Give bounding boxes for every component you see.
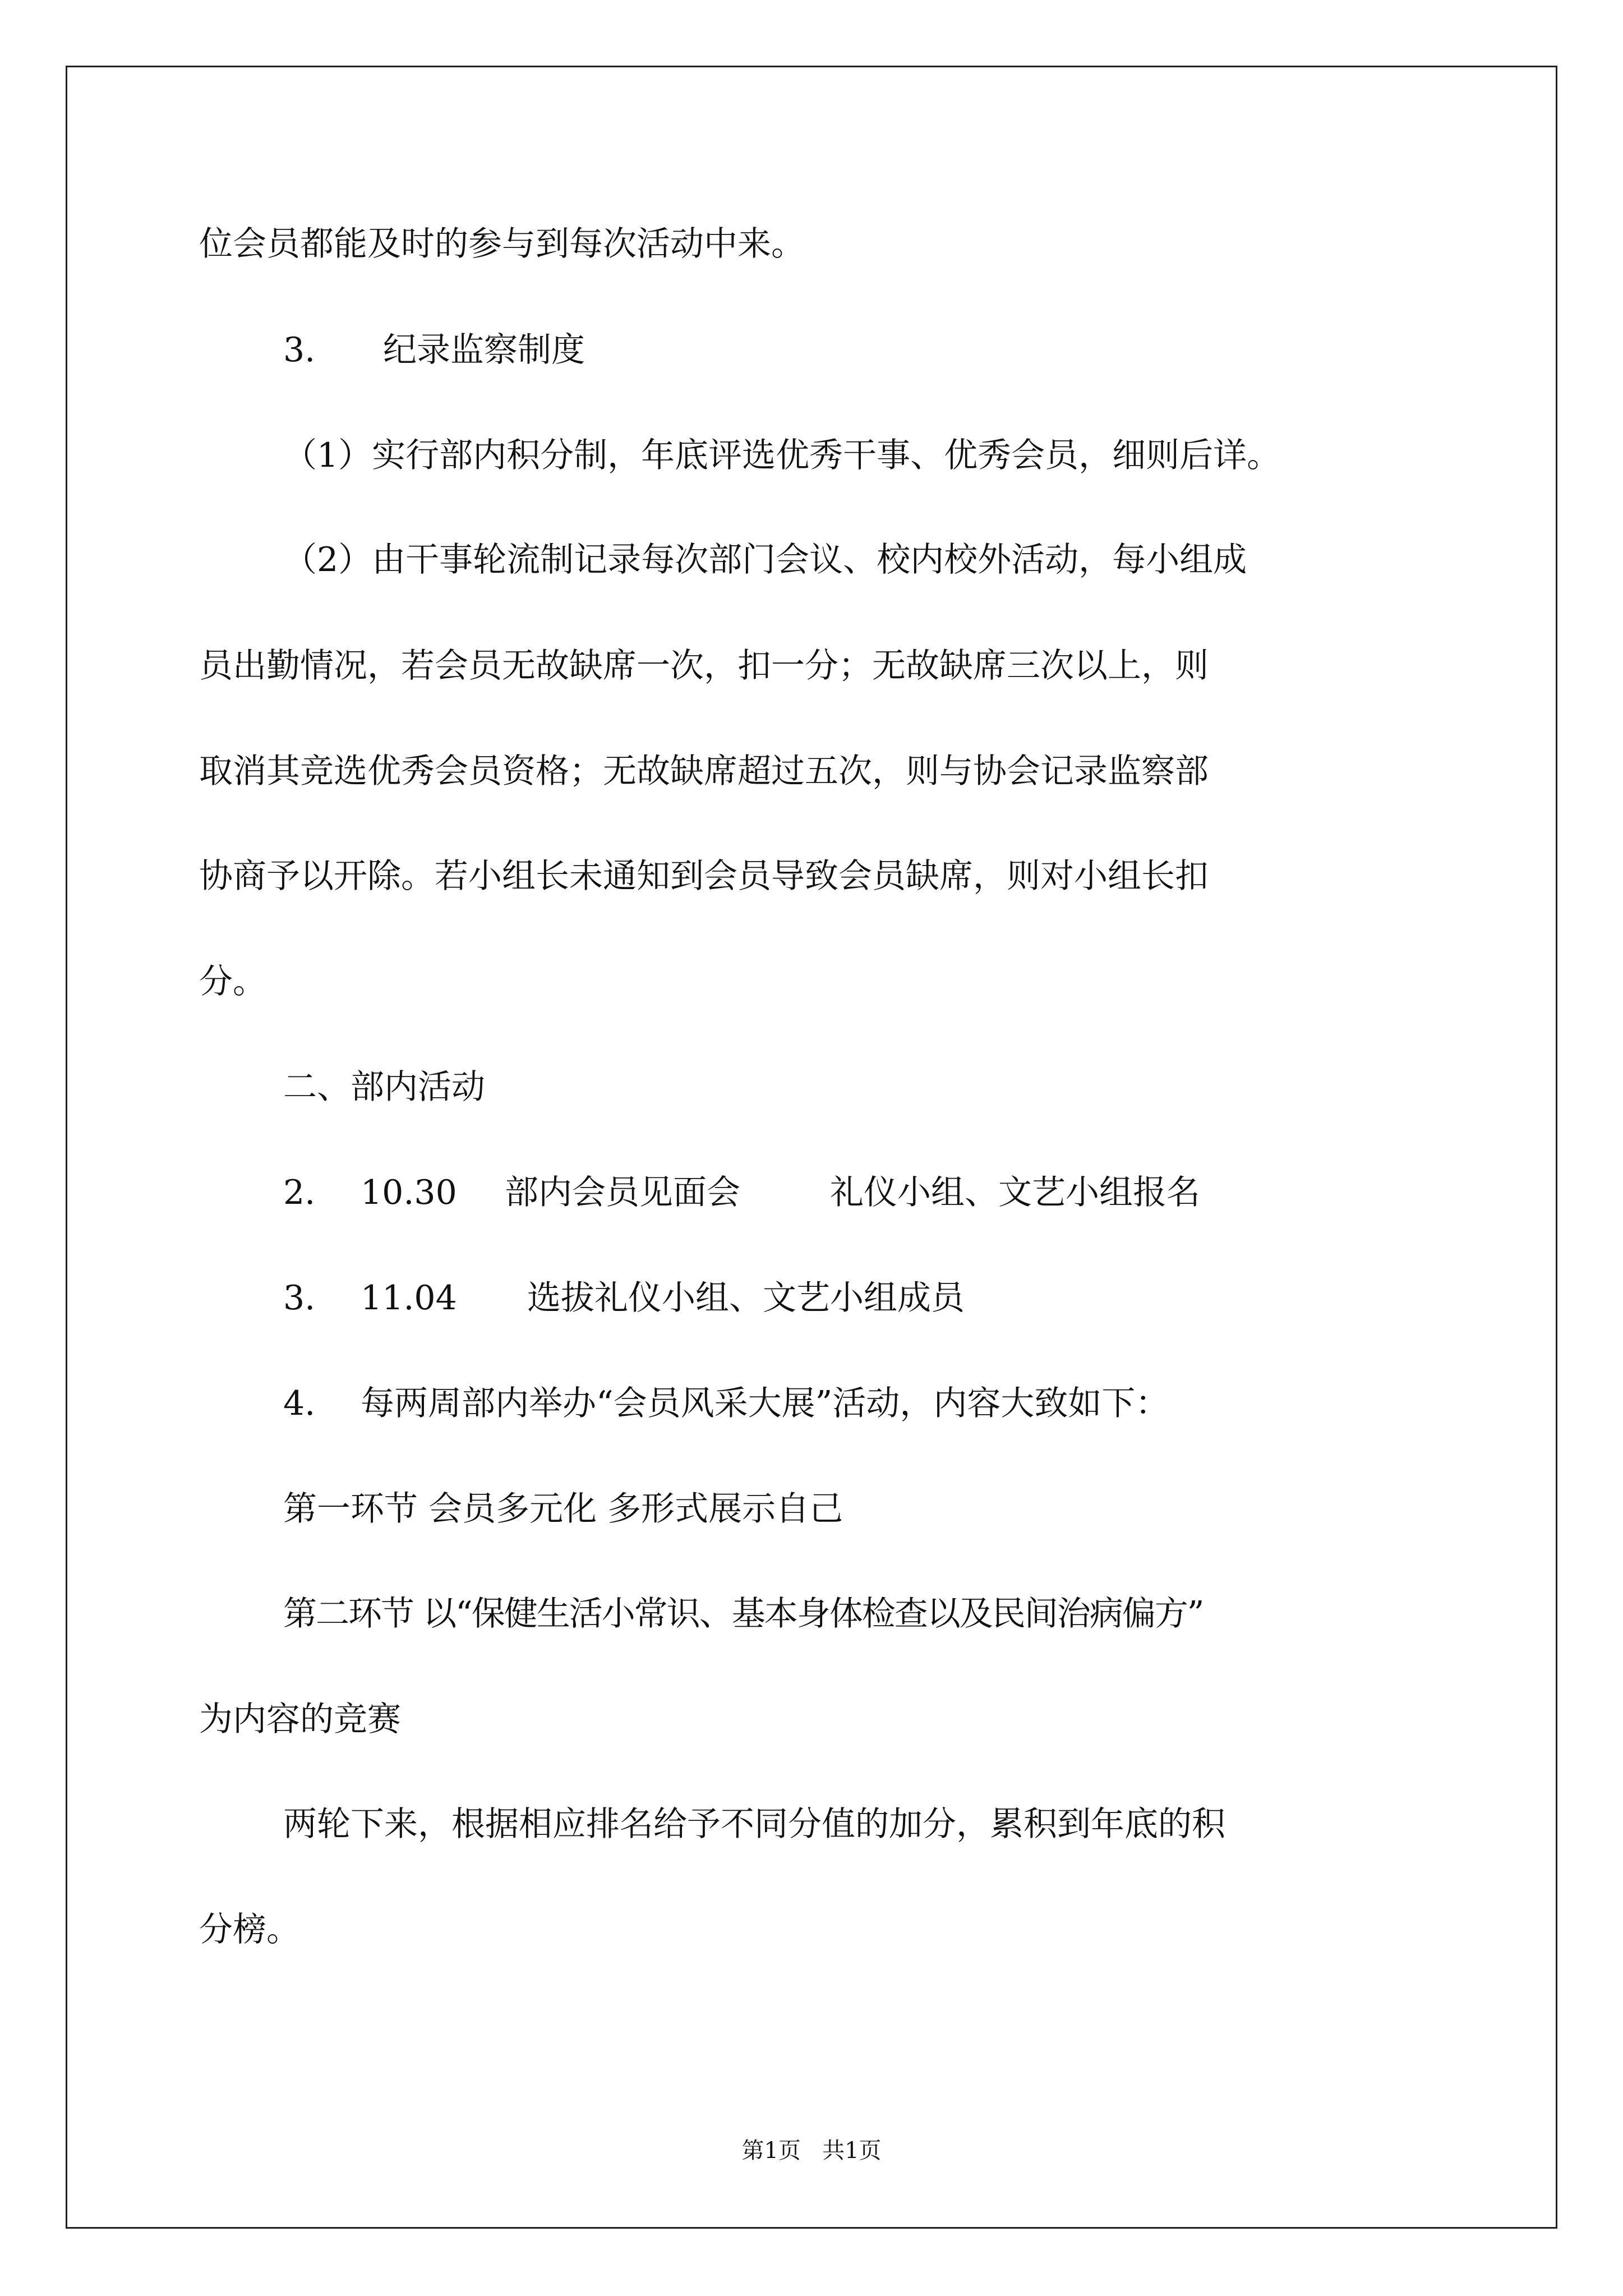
list-event: 选拔礼仪小组、文艺小组成员 [527, 1278, 965, 1318]
paragraph-line: 协商予以开除。若小组长未通知到会员导致会员缺席，则对小组长扣 [199, 857, 1209, 896]
paragraph-line: （1）实行部内积分制，年底评选优秀干事、优秀会员，细则后详。 [283, 436, 1281, 475]
list-number: 2. [283, 1173, 316, 1212]
paragraph-line: 位会员都能及时的参与到每次活动中来。 [199, 224, 805, 264]
page-footer [0, 2138, 1623, 2163]
paragraph-line: 分。 [199, 962, 266, 1001]
list-detail: 礼仪小组、文艺小组报名 [830, 1173, 1200, 1212]
section-heading: 纪录监察制度 [383, 330, 585, 370]
list-number: 4. [283, 1384, 316, 1423]
paragraph-line: 员出勤情况，若会员无故缺席一次，扣一分；无故缺席三次以上，则 [199, 646, 1209, 685]
paragraph-line: 第一环节 会员多元化 多形式展示自己 [283, 1489, 843, 1529]
paragraph-line: 为内容的竞赛 [199, 1700, 401, 1739]
list-event: 每两周部内举办“会员风采大展”活动，内容大致如下： [361, 1384, 1169, 1423]
paragraph-line: 两轮下来，根据相应排名给予不同分值的加分，累积到年底的积 [283, 1805, 1225, 1844]
list-date: 10.30 [361, 1173, 457, 1212]
page-border [66, 66, 1557, 2229]
footer-separator [801, 2138, 822, 2164]
list-event: 部内会员见面会 [505, 1173, 740, 1212]
list-date: 11.04 [361, 1278, 457, 1318]
page-number: 第1页 [741, 2138, 801, 2164]
paragraph-line: 取消其竞选优秀会员资格；无故缺席超过五次，则与协会记录监察部 [199, 752, 1209, 791]
paragraph-line: （2）由干事轮流制记录每次部门会议、校内校外活动，每小组成 [283, 540, 1247, 579]
paragraph-line: 分榜。 [199, 1910, 300, 1949]
section-heading: 二、部内活动 [283, 1068, 485, 1107]
section-number: 3. [283, 330, 316, 370]
total-pages: 共1页 [822, 2138, 882, 2164]
paragraph-line: 第二环节 以“保健生活小常识、基本身体检查以及民间治病偏方” [283, 1594, 1204, 1634]
list-number: 3. [283, 1278, 316, 1318]
